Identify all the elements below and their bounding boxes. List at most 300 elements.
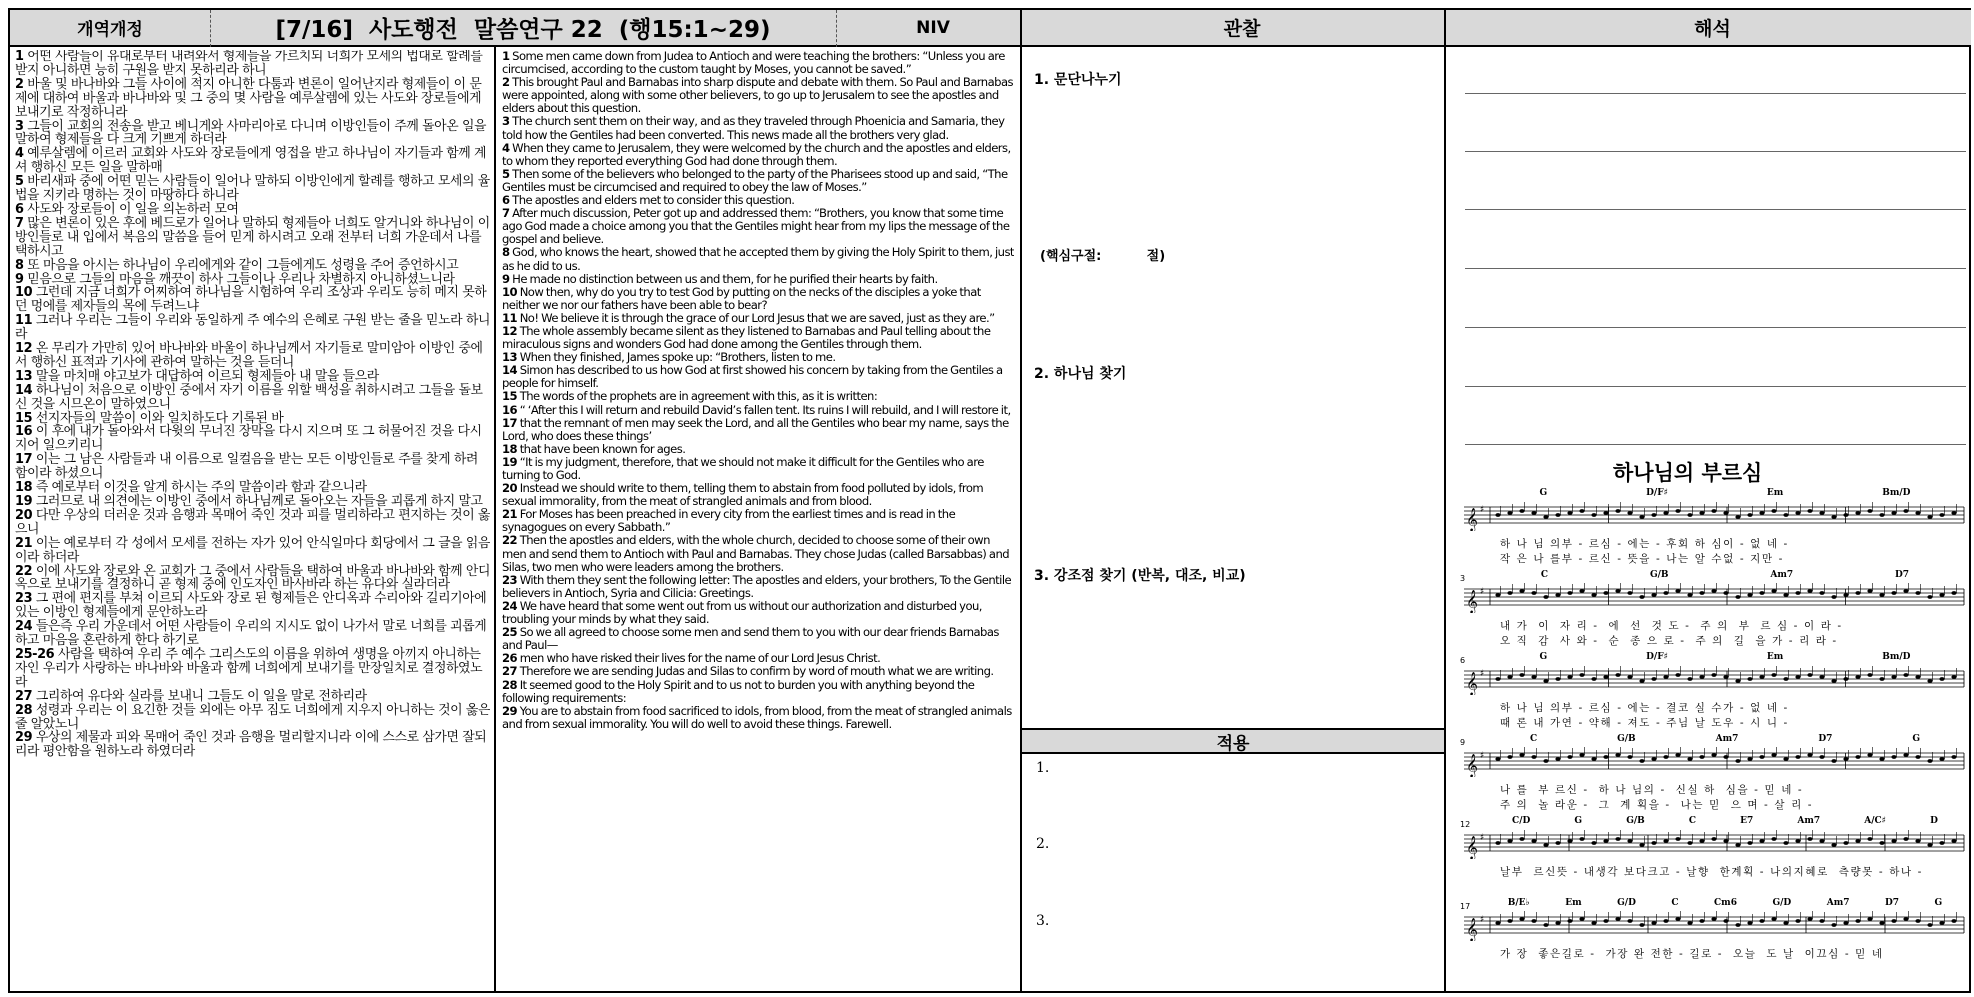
note-head	[1699, 511, 1704, 515]
verse	[15, 203, 490, 217]
verse-text: 사도와 장로들이 이 일을 의논하러 모여	[27, 201, 239, 217]
verse	[502, 246, 1014, 272]
note-head	[1543, 843, 1548, 847]
header-observation-cell	[1030, 10, 1454, 47]
verse-number: 18	[502, 441, 518, 456]
application-label: 적용	[1216, 733, 1250, 754]
column-divider	[494, 47, 496, 991]
verse-text: men who have risked their lives for the name of our Lord Jesus Christ.	[519, 651, 881, 666]
note-head	[1639, 679, 1644, 683]
note-head	[1495, 513, 1500, 517]
verse-number: 7	[15, 215, 24, 231]
note-head	[1867, 837, 1872, 841]
note-head	[1651, 921, 1656, 925]
music-system	[1460, 734, 1968, 816]
note-head	[1951, 675, 1956, 679]
chord-symbol: E7	[1740, 816, 1754, 826]
music-system	[1460, 570, 1968, 652]
note-head	[1759, 675, 1764, 679]
music-system	[1460, 488, 1968, 570]
note-head	[1795, 919, 1800, 923]
verse	[502, 626, 1014, 652]
writing-line	[1465, 151, 1966, 152]
note-head	[1855, 511, 1860, 515]
note-head	[1639, 759, 1644, 763]
verse-text: When they finished, James spoke up: “Brothers, listen to me.	[519, 350, 836, 365]
verse	[502, 50, 1014, 76]
note-head	[1615, 753, 1620, 757]
verse-text: 사람을 택하여 우리 주 예수 그리스도의 이름을 위하여 생명을 아끼지 아니하는 자인 우리가 사랑하는 바나바와 바울과 함께 너희에게 보내기를 만장일치로 결정하였노라	[15, 646, 483, 690]
note-head	[1603, 511, 1608, 515]
header-divider	[210, 10, 211, 47]
verse-number: 2	[15, 76, 24, 92]
verse	[502, 534, 1014, 573]
verse-number: 6	[15, 201, 24, 217]
note-head	[1495, 841, 1500, 845]
note-head	[1855, 919, 1860, 923]
note-head	[1543, 679, 1548, 683]
chord-symbol: A/C♯	[1864, 816, 1887, 826]
verse-number: 3	[502, 114, 510, 129]
note-head	[1603, 591, 1608, 595]
note-head	[1675, 673, 1680, 677]
note-head	[1747, 757, 1752, 761]
verse-text: 그러므로 내 의견에는 이방인 중에서 하나님께로 돌아오는 자들을 괴롭게 하지 말고	[35, 494, 483, 509]
verse-number: 22	[15, 563, 33, 579]
note-head	[1543, 923, 1548, 927]
note-head	[1651, 593, 1656, 597]
verse-number: 2	[502, 75, 510, 90]
verse	[15, 147, 490, 175]
verse	[15, 50, 490, 78]
observation-item-find-god: 2. 하나님 찾기	[1034, 366, 1127, 382]
treble-clef-icon: 𝄞	[1466, 753, 1478, 777]
note-head	[1723, 839, 1728, 843]
key-sharp-icon: ♯	[1480, 833, 1485, 843]
verse-text: 그런데 지금 너희가 어찌하여 하나님을 시험하여 우리 조상과 우리도 능히 메지 못하던 멍에를 제자들의 목에 두려느냐	[15, 285, 487, 315]
verse-text: The whole assembly became silent as they listened to Barnabas and Paul telling about the miraculous signs and wonders God had done among the Gentiles through them.	[502, 323, 991, 352]
chord-symbol: C	[1540, 570, 1549, 580]
chord-symbol: C	[1529, 734, 1538, 744]
measure-number: 9	[1460, 738, 1466, 747]
verse	[15, 495, 490, 509]
note-head	[1855, 591, 1860, 595]
note-head	[1579, 917, 1584, 921]
note-head	[1627, 511, 1632, 515]
note-head	[1639, 843, 1644, 847]
note-head	[1687, 677, 1692, 681]
verse-number: 26	[502, 651, 518, 666]
verse-text: After much discussion, Peter got up and addressed them: “Brothers, you know that some time ago God made a choice among you that the Gentiles might hear from my lips the message of the gospel and believe.	[502, 206, 1010, 247]
verse-number: 19	[502, 454, 518, 469]
note-head	[1675, 837, 1680, 841]
verse-text: 또 마음을 아시는 하나님이 우리에게와 같이 그들에게도 성령을 주어 증언하시고	[27, 257, 459, 273]
korean-verse-list	[15, 50, 490, 759]
note-head	[1891, 511, 1896, 515]
note-head	[1579, 589, 1584, 593]
note-head	[1519, 837, 1524, 841]
note-head	[1867, 509, 1872, 513]
application-item: 1.	[1036, 760, 1050, 776]
note-head	[1687, 593, 1692, 597]
verse-text: 그리하여 유다와 실라를 보내니 그들도 이 일을 말로 전하리라	[35, 688, 367, 704]
verse-text: It seemed good to the Holy Spirit and to us not to burden you with anything beyond the following requirements:	[502, 677, 975, 705]
note-head	[1783, 841, 1788, 845]
writing-line	[1465, 444, 1966, 445]
note-head	[1627, 755, 1632, 759]
verse-text: For Moses has been preached in every city from the earliest times and is read in the synagogues on every Sabbath.”	[502, 507, 956, 535]
note-head	[1891, 919, 1896, 923]
header-interpretation-cell	[1454, 10, 1971, 47]
note-head	[1747, 677, 1752, 681]
note-head	[1939, 593, 1944, 597]
key-sharp-icon: ♯	[1480, 587, 1485, 597]
chord-symbol: C	[1671, 898, 1679, 908]
verse	[15, 78, 490, 120]
note-head	[1711, 509, 1716, 513]
verse-text: 그들이 교회의 전송을 받고 베니게와 사마리아로 다니며 이방인들이 주께 돌아온 일을 말하여 형제들을 다 크게 기쁘게 하더라	[15, 118, 487, 148]
note-head	[1771, 673, 1776, 677]
note-head	[1699, 675, 1704, 679]
verse-text: Some men came down from Judea to Antioch and were teaching the brothers: “Unless you are circumcised, according to the custom taught by Moses, you cannot be saved.”	[502, 50, 1005, 77]
interpretation-label: 해석	[1694, 18, 1731, 40]
note-head	[1615, 917, 1620, 921]
note-head	[1567, 839, 1572, 843]
chord-row	[1490, 898, 1960, 910]
note-head	[1675, 509, 1680, 513]
verse-text: 우상의 제물과 피와 목매어 죽인 것과 음행을 멀리할지니라 이에 스스로 삼가면 잘되리라 평안함을 원하노라 하였더라	[15, 730, 487, 760]
verse-number: 14	[502, 363, 518, 378]
verse-text: 성령과 우리는 이 요긴한 것들 외에는 아무 짐도 너희에게 지우지 아니하는 것이 옳은 줄 알았노니	[15, 702, 490, 732]
verse-text: 이 후에 내가 돌아와서 다윗의 무너진 장막을 다시 지으며 또 그 허물어진 것을 다시 지어 일으키리니	[15, 424, 482, 454]
page-title: [7/16] 사도행전 말씀연구 22 (행15:1~29)	[275, 17, 771, 43]
note-head	[1579, 673, 1584, 677]
note-head	[1807, 837, 1812, 841]
note-head	[1627, 675, 1632, 679]
music-system	[1460, 816, 1968, 898]
verse-number: 28	[502, 677, 518, 692]
chord-symbol: Cm6	[1714, 898, 1737, 908]
verse-number: 25-26	[15, 646, 55, 662]
note-head	[1495, 921, 1500, 925]
verse-text: The words of the prophets are in agreement with this, as it is written:	[519, 389, 878, 404]
verse	[15, 384, 490, 412]
verse-number: 11	[15, 313, 33, 329]
note-head	[1687, 841, 1692, 845]
note-head	[1699, 839, 1704, 843]
note-head	[1723, 591, 1728, 595]
verse-number: 1	[15, 50, 24, 64]
chord-symbol: Em	[1766, 652, 1784, 662]
note-head	[1711, 837, 1716, 841]
chord-row	[1490, 734, 1960, 746]
verse-text: 이에 사도와 장로와 온 교회가 그 중에서 사람들을 택하여 바울과 바나바와 함께 안디옥으로 보내기를 결정하니 곧 형제 중에 인도자인 바사바라 하는 유다와 실라더라	[15, 563, 490, 593]
note-head	[1915, 755, 1920, 759]
note-head	[1615, 589, 1620, 593]
chord-symbol: D/F♯	[1646, 652, 1668, 662]
note-head	[1867, 917, 1872, 921]
verse	[502, 482, 1014, 508]
chord-row	[1490, 488, 1960, 500]
verse	[502, 417, 1014, 443]
note-head	[1519, 589, 1524, 593]
verse-text: 그러나 우리는 그들이 우리와 동일하게 주 예수의 은혜로 구원 받는 줄을 믿노라 하니라	[15, 313, 490, 343]
verse	[502, 207, 1014, 246]
verse	[15, 690, 490, 704]
verse-text: 말을 마치매 야고보가 대답하여 이르되 형제들아 내 말을 들으라	[35, 368, 379, 384]
writing-line	[1465, 209, 1966, 210]
verse	[15, 509, 490, 537]
column-divider	[1444, 10, 1446, 991]
staff	[1460, 911, 1968, 941]
note-head	[1663, 591, 1668, 595]
verse-number: 21	[15, 535, 33, 551]
chord-symbol: D	[1930, 816, 1938, 826]
note-head	[1891, 839, 1896, 843]
note-head	[1759, 919, 1764, 923]
note-head	[1831, 679, 1836, 683]
verse-text: 그 편에 편지를 부쳐 이르되 사도와 장로 된 형제들은 안디옥과 수리아와 길리기아에 있는 이방인 형제들에게 문안하노라	[15, 591, 487, 621]
chord-symbol: B/E♭	[1507, 898, 1530, 908]
note-head	[1627, 839, 1632, 843]
note-head	[1879, 921, 1884, 925]
verse-text: 다만 우상의 더러운 것과 음행과 목매어 죽인 것과 피를 멀리하라고 편지하는 것이 옳으니	[15, 507, 490, 537]
note-head	[1819, 675, 1824, 679]
key-verse-label: (핵심구절: 절)	[1040, 249, 1166, 264]
verse-number: 24	[502, 598, 518, 613]
verse-text: We have heard that some went out from us without our authorization and disturbed you, troubling your minds by what they said.	[502, 598, 982, 627]
chord-symbol: Em	[1565, 898, 1582, 908]
note-head	[1687, 757, 1692, 761]
note-head	[1723, 919, 1728, 923]
note-head	[1927, 923, 1932, 927]
note-head	[1747, 841, 1752, 845]
lyric-line: 하 나 님 의부 - 르심 - 에는 - 후회 하 심이 - 없 네 -	[1500, 538, 1789, 550]
note-head	[1783, 593, 1788, 597]
application-item: 3.	[1036, 913, 1050, 929]
header-version-cell	[10, 10, 210, 47]
treble-clef-icon: 𝄞	[1466, 835, 1478, 859]
verse-text: 온 무리가 가만히 있어 바나바와 바울이 하나님께서 자기들로 말미암아 이방인 중에서 행하신 표적과 기사에 관하여 말하는 것을 듣더니	[15, 341, 483, 370]
note-head	[1531, 755, 1536, 759]
verse-number: 25	[502, 625, 518, 640]
verse-number: 24	[15, 619, 33, 635]
note-head	[1735, 843, 1740, 847]
verse-number: 7	[502, 206, 510, 221]
note-head	[1495, 757, 1500, 761]
note-head	[1651, 513, 1656, 517]
verse-text: 즉 예로부터 이것을 알게 하시는 주의 말씀이라 함과 같으니라	[35, 480, 367, 496]
verse-number: 9	[502, 271, 510, 286]
key-sharp-icon: ♯	[1480, 505, 1485, 515]
note-head	[1615, 509, 1620, 513]
verse-text: He made no distinction between us and them, for he purified their hearts by faith.	[512, 271, 938, 286]
note-head	[1591, 513, 1596, 517]
note-head	[1711, 917, 1716, 921]
chord-row	[1490, 816, 1960, 828]
writing-line	[1465, 93, 1966, 94]
note-head	[1579, 753, 1584, 757]
note-head	[1567, 675, 1572, 679]
staff	[1460, 829, 1968, 859]
note-head	[1735, 923, 1740, 927]
lyric-line: 오 직 감 사 와 - 순 종 으 로 - 주 의 길 을 가 - 리 라 -	[1500, 635, 1838, 647]
note-head	[1843, 757, 1848, 761]
verse-text: 이는 예로부터 각 성에서 모세를 전하는 자가 있어 안식일마다 회당에서 그 글을 읽음이라 하더라	[15, 535, 490, 565]
chord-symbol: Am7	[1715, 734, 1739, 744]
note-head	[1843, 677, 1848, 681]
note-head	[1531, 919, 1536, 923]
verse-number: 15	[502, 389, 518, 404]
note-head	[1507, 591, 1512, 595]
measure-number: 6	[1460, 656, 1466, 665]
note-head	[1819, 591, 1824, 595]
verse-number: 27	[502, 664, 518, 679]
note-head	[1531, 511, 1536, 515]
chord-symbol: Am7	[1770, 570, 1794, 580]
note-head	[1927, 843, 1932, 847]
note-head	[1519, 673, 1524, 677]
writing-line	[1465, 327, 1966, 328]
note-head	[1771, 753, 1776, 757]
note-head	[1591, 677, 1596, 681]
music-system	[1460, 898, 1968, 980]
verse-text: 이는 그 남은 사람들과 내 이름으로 일컬음을 받는 모든 이방인들로 주를 찾게 하려 함이라 하셨으니	[15, 452, 478, 482]
verse-number: 23	[502, 572, 518, 587]
verse	[502, 705, 1014, 731]
verse-number: 16	[15, 424, 33, 440]
note-head	[1807, 753, 1812, 757]
verse-number: 20	[502, 481, 518, 496]
note-head	[1651, 757, 1656, 761]
note-head	[1759, 591, 1764, 595]
note-head	[1819, 755, 1824, 759]
note-head	[1879, 841, 1884, 845]
verse-text: 어떤 사람들이 유대로부터 내려와서 형제들을 가르치되 너희가 모세의 법대로 할례를 받지 아니하면 능히 구원을 받지 못하리라 하니	[15, 50, 483, 78]
verse	[15, 592, 490, 620]
verse-text: Instead we should write to them, telling them to abstain from food polluted by idols, from sexual immorality, from the meat of strangled animals and from blood.	[502, 481, 984, 509]
verse	[15, 217, 490, 259]
verse	[15, 120, 490, 148]
note-head	[1747, 921, 1752, 925]
note-head	[1951, 755, 1956, 759]
note-head	[1903, 753, 1908, 757]
verse-text: 하나님이 처음으로 이방인 중에서 자기 이름을 위할 백성을 취하시려고 그들을 돌보신 것을 시므온이 말하였으니	[15, 382, 483, 412]
note-head	[1771, 509, 1776, 513]
note-head	[1687, 513, 1692, 517]
note-head	[1843, 593, 1848, 597]
note-head	[1519, 509, 1524, 513]
note-head	[1759, 755, 1764, 759]
note-head	[1663, 839, 1668, 843]
verse-text: 들은즉 우리 가운데서 어떤 사람들이 우리의 지시도 없이 나가서 말로 너희를 괴롭게 하고 마음을 혼란하게 한다 하기로	[15, 619, 487, 649]
note-head	[1855, 755, 1860, 759]
verse-text: Simon has described to us how God at first showed his concern by taking from the Gentiles a people for himself.	[502, 363, 1003, 391]
note-head	[1555, 841, 1560, 845]
chord-symbol: G	[1912, 734, 1921, 744]
note-head	[1579, 837, 1584, 841]
verse-text: that the remnant of men may seek the Lord, and all the Gentiles who bear my name, says the Lord, who does these things’	[502, 415, 1009, 443]
note-head	[1891, 675, 1896, 679]
verse-text: This brought Paul and Barnabas into sharp dispute and debate with them. So Paul and Barnabas were appointed, along with some other believers, to go up to Jerusalem to see the apostles and elders about this question.	[502, 75, 1014, 116]
staff	[1460, 665, 1968, 695]
korean-text-column	[15, 50, 490, 994]
note-head	[1507, 511, 1512, 515]
measure-number: 12	[1460, 820, 1471, 829]
verse	[502, 325, 1014, 351]
verse-number: 12	[15, 341, 33, 357]
note-head	[1639, 923, 1644, 927]
note-head	[1591, 921, 1596, 925]
niv-label: NIV	[916, 17, 950, 38]
note-head	[1531, 591, 1536, 595]
measure-number: 3	[1460, 574, 1466, 583]
verse-number: 13	[15, 368, 33, 384]
writing-line	[1465, 386, 1966, 387]
note-head	[1867, 673, 1872, 677]
verse	[15, 620, 490, 648]
observation-section	[1022, 47, 1444, 737]
verse	[15, 425, 490, 453]
note-head	[1651, 841, 1656, 845]
chord-symbol: G	[1539, 652, 1548, 662]
worksheet	[8, 8, 1971, 993]
version-label: 개역개정	[77, 20, 143, 40]
verse-number: 19	[15, 494, 33, 509]
note-head	[1687, 921, 1692, 925]
verse-text: that have been known for ages.	[519, 441, 686, 456]
song-title: 하나님의 부르심	[1613, 461, 1763, 485]
verse	[502, 508, 1014, 534]
chord-row	[1490, 570, 1960, 582]
verse-number: 28	[15, 702, 33, 718]
verse-number: 4	[15, 146, 24, 162]
note-head	[1699, 591, 1704, 595]
verse-text: You are to abstain from food sacrificed to idols, from blood, from the meat of strangled animals and from sexual immorality. You will do well to avoid these things. Farewell.	[502, 703, 1012, 731]
note-head	[1651, 677, 1656, 681]
verse-text: When they came to Jerusalem, they were welcomed by the church and the apostles and elders, to whom they reported everything God had done through them.	[502, 140, 1011, 168]
note-head	[1495, 677, 1500, 681]
note-head	[1555, 921, 1560, 925]
note-head	[1867, 589, 1872, 593]
lyric-line: 때 론 내 가연 - 약해 - 져도 - 주님 날 도우 - 시 니 -	[1500, 717, 1789, 729]
chord-symbol: G/B	[1626, 816, 1645, 826]
note-head	[1711, 589, 1716, 593]
note-head	[1819, 919, 1824, 923]
lyric-line: 주 의 놀 라운 - 그 계 획을 - 나는 믿 으 며 - 살 리 -	[1500, 799, 1814, 811]
verse	[502, 115, 1014, 141]
verse	[15, 175, 490, 203]
note-head	[1555, 513, 1560, 517]
verse	[15, 537, 490, 565]
verse-number: 27	[15, 688, 33, 704]
chord-symbol: Bm/D	[1882, 488, 1911, 498]
treble-clef-icon: 𝄞	[1466, 507, 1478, 531]
writing-line	[1465, 268, 1966, 269]
chord-row	[1490, 652, 1960, 664]
treble-clef-icon: 𝄞	[1466, 917, 1478, 941]
note-head	[1543, 595, 1548, 599]
measure-number: 17	[1460, 902, 1471, 911]
verse-number: 20	[15, 507, 33, 523]
verse-number: 10	[15, 285, 33, 301]
note-head	[1567, 755, 1572, 759]
lyric-line: 나 를 부 르신 - 하 나 님의 - 신실 하 심을 - 믿 네 -	[1500, 784, 1804, 796]
note-head	[1663, 511, 1668, 515]
verse	[15, 259, 490, 273]
note-head	[1507, 755, 1512, 759]
chord-symbol: G	[1574, 816, 1583, 826]
